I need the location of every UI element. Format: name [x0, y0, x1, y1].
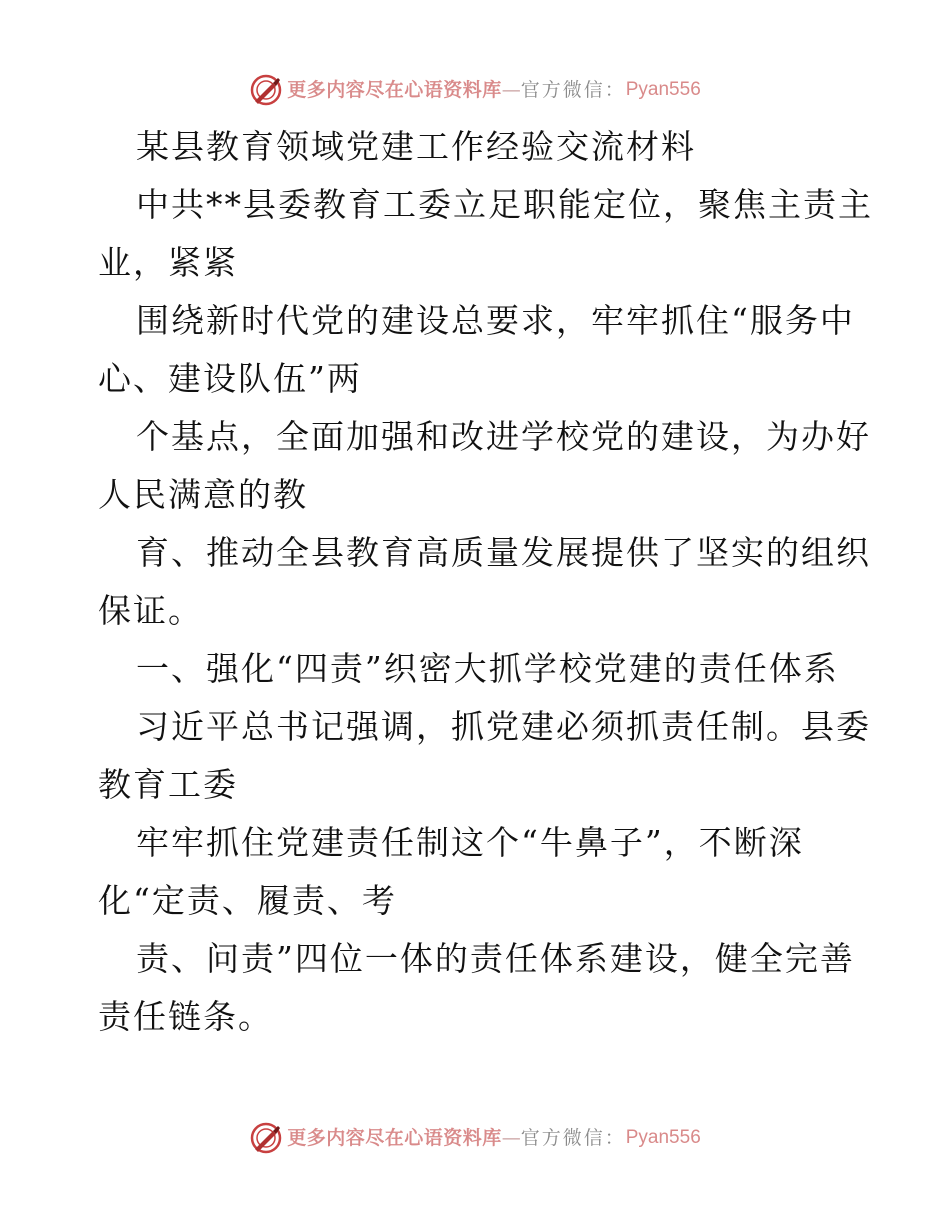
- watermark-wechat-id: Pyan556: [625, 1127, 701, 1148]
- paragraph-line: 责任链条。: [98, 997, 273, 1036]
- paragraph-line: 牢牢抓住党建责任制这个“牛鼻子”，不断深: [136, 823, 804, 862]
- watermark-dash: —: [501, 79, 521, 101]
- paragraph-line: 化“定责、履责、考: [98, 881, 397, 920]
- paragraph-line: 围绕新时代党的建设总要求，牢牢抓住“服务中: [136, 301, 855, 340]
- watermark-dash: —: [501, 1127, 521, 1149]
- document-body: [98, 118, 873, 1046]
- watermark-site-text: 更多内容尽在心语资料库: [287, 79, 502, 101]
- paragraph-line: 责、问责”四位一体的责任体系建设，健全完善: [136, 939, 855, 978]
- footer-watermark: [0, 1118, 950, 1158]
- watermark-wechat-label: 官方微信：: [520, 79, 626, 101]
- document-title: 某县教育领域党建工作经验交流材料: [136, 127, 696, 166]
- section-heading: 一、强化“四责”织密大抓学校党建的责任体系: [136, 649, 839, 688]
- paragraph-line: 中共**县委教育工委立足职能定位，聚焦主责主: [136, 185, 873, 224]
- paragraph-line: 人民满意的教: [98, 475, 308, 514]
- watermark-wechat-id: Pyan556: [625, 79, 701, 100]
- header-watermark: [0, 70, 950, 110]
- paragraph-line: 育、推动全县教育高质量发展提供了坚实的组织: [136, 533, 871, 572]
- paragraph-line: 保证。: [98, 591, 203, 630]
- pen-logo-icon: [249, 1121, 283, 1155]
- paragraph-line: 习近平总书记强调，抓党建必须抓责任制。县委: [136, 707, 871, 746]
- paragraph-line: 业，紧紧: [98, 243, 238, 282]
- paragraph-line: 心、建设队伍”两: [98, 359, 362, 398]
- pen-logo-icon: [249, 73, 283, 107]
- watermark-site-text: 更多内容尽在心语资料库: [287, 1127, 502, 1149]
- watermark-wechat-label: 官方微信：: [520, 1127, 626, 1149]
- paragraph-line: 教育工委: [98, 765, 238, 804]
- paragraph-line: 个基点，全面加强和改进学校党的建设，为办好: [136, 417, 871, 456]
